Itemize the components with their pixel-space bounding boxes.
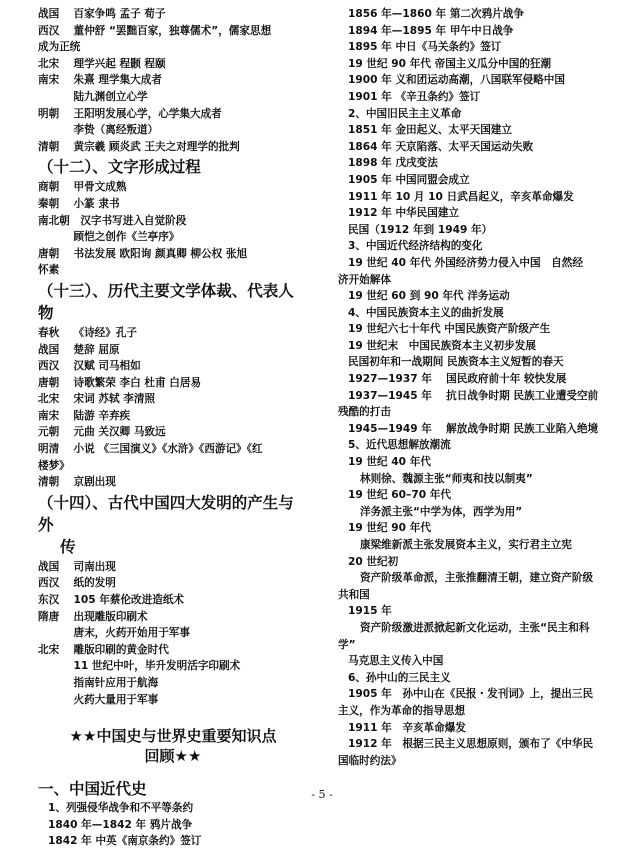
review-title-line: ★★中国史与世界史重要知识点 [69, 727, 277, 746]
text-line: 1842 年 中英《南京条约》签订 [48, 835, 202, 848]
text-line: 民国（1912 年到 1949 年） [348, 223, 493, 236]
text-line: 西汉 纸的发明 [38, 577, 116, 590]
text-line: 1911 年 10 月 10 日武昌起义，辛亥革命爆发 [348, 190, 574, 203]
text-line: 康梁维新派主张发展资本主义，实行君主立宪 [360, 539, 572, 551]
text-line: 南宋 朱熹 理学集大成者 [38, 74, 162, 87]
text-line: 1911 年 辛亥革命爆发 [348, 721, 466, 734]
text-line: 东汉 105 年蔡伦改进造纸术 [38, 594, 185, 607]
text-line: 1905 年 中国同盟会成立 [348, 173, 470, 186]
text-line: 唐朝 诗歌繁荣 李白 杜甫 白居易 [38, 376, 202, 389]
review-title-line: 回顾★★ [144, 747, 202, 766]
text-line: 19 世纪 40 年代 外国经济势力侵入中国 自然经 [348, 256, 583, 269]
text-line: 1840 年—1842 年 鸦片战争 [48, 818, 193, 831]
text-line: 19 世纪末 中国民族资本主义初步发展 [348, 339, 536, 352]
text-line: 学” [338, 638, 356, 651]
text-line: 北宋 雕版印刷的黄金时代 [38, 643, 169, 656]
text-line: 商朝 甲骨文成熟 [38, 181, 127, 194]
block-literature [38, 325, 308, 491]
text-line: 19 世纪 60 到 90 年代 洋务运动 [348, 290, 510, 303]
text-line: 资产阶级激进派掀起新文化运动，主张“民主和科 [360, 621, 590, 634]
text-line: 战国 司南出现 [38, 560, 116, 573]
text-line: 19 世纪 40 年代 [348, 456, 431, 469]
text-line: 1937—1945 年 抗日战争时期 民族工业遭受空前 [348, 389, 599, 402]
text-line: 怀素 [38, 264, 60, 277]
text-line: 南北朝 汉字书写进入自觉阶段 [38, 214, 187, 227]
page-number: - 5 - [311, 788, 333, 801]
block-inventions [38, 559, 308, 708]
text-line: 火药大量用于军事 [38, 693, 159, 706]
text-line: 5、近代思想解放潮流 [348, 439, 451, 452]
text-line: 北宋 宋词 苏轼 李清照 [38, 393, 156, 406]
text-line: 1927—1937 年 国民政府前十年 较快发展 [348, 373, 567, 386]
text-line: 共和国 [338, 588, 370, 601]
review-title [38, 726, 308, 766]
chapter-heading: 一、中国近代史 [38, 780, 147, 799]
text-line: 1864 年 天京陷落、太平天国运动失败 [348, 140, 534, 153]
text-line: 春秋 《诗经》孔子 [38, 326, 138, 339]
text-line: 1894 年—1895 年 甲午中日战争 [348, 24, 514, 37]
left-column [38, 6, 308, 850]
text-line: 林则徐、魏源主张“师夷和技以制夷” [360, 472, 533, 485]
text-line: 南宋 陆游 辛弃疾 [38, 409, 131, 422]
text-line: 1905 年 孙中山在《民报・发刊词》上，提出三民 [348, 688, 594, 701]
text-line: 北宋 理学兴起 程颢 程颐 [38, 57, 166, 70]
text-line: 西汉 汉赋 司马相如 [38, 360, 141, 373]
text-line: 19 世纪 90 年代 [348, 522, 431, 535]
block-writing [38, 179, 308, 279]
text-line: 11 世纪中叶，毕升发明活字印刷术 [38, 660, 241, 673]
text-line: 唐朝 书法发展 欧阳询 颜真卿 柳公权 张旭 [38, 247, 248, 260]
text-line: 1、列强侵华战争和不平等条约 [48, 802, 194, 815]
section-heading-14: （十四）、古代中国四大发明的产生与外 [38, 493, 294, 534]
text-line: 资产阶级革命派，主张推翻清王朝，建立资产阶级 [360, 572, 594, 585]
text-line: 1851 年 金田起义、太平天国建立 [348, 124, 512, 137]
text-line: 明清 小说 《三国演义》《水浒》《西游记》《红 [38, 443, 263, 456]
text-line: 陆九渊创立心学 [38, 90, 148, 103]
text-line: 19 世纪 90 年代 帝国主义瓜分中国的狂潮 [348, 57, 552, 70]
text-line: 主义，作为革命的指导思想 [338, 704, 466, 717]
text-line: 1895 年 中日《马关条约》签订 [348, 41, 502, 54]
text-line: 指南针应用于航海 [38, 677, 159, 689]
text-line: 6、孙中山的三民主义 [348, 671, 451, 684]
right-column [338, 6, 610, 769]
text-line: 楼梦》 [38, 459, 70, 472]
text-line: 2、中国旧民主主义革命 [348, 107, 462, 120]
text-line: 1912 年 根据三民主义思想原则，颁布了《中华民 [348, 738, 594, 751]
text-line: 清朝 黄宗羲 顾炎武 王夫之对理学的批判 [38, 140, 240, 153]
text-line: 明朝 王阳明发展心学，心学集大成者 [38, 107, 222, 120]
text-line: 19 世纪六七十年代 中国民族资产阶级产生 [348, 323, 551, 336]
block-modern-history [38, 800, 308, 850]
text-line: 3、中国近代经济结构的变化 [348, 240, 483, 253]
text-line: 元朝 元曲 关汉卿 马致远 [38, 426, 166, 439]
text-line: 1915 年 [348, 605, 392, 618]
text-line: 成为正统 [38, 41, 81, 54]
text-line: 19 世纪 60–70 年代 [348, 489, 451, 502]
text-line: 战国 百家争鸣 孟子 荀子 [38, 8, 166, 20]
block-thought [38, 6, 308, 155]
text-line: 济开始解体 [338, 273, 391, 286]
text-line: 4、中国民族资本主义的曲折发展 [348, 306, 504, 319]
text-line: 清朝 京剧出现 [38, 476, 116, 489]
text-line: 西汉 董仲舒 “罢黜百家，独尊儒术”，儒家思想 [38, 24, 272, 37]
text-line: 国临时约法》 [338, 754, 402, 767]
section-heading-14-cont: 传 [60, 537, 76, 556]
text-line: 1912 年 中华民国建立 [348, 207, 460, 220]
text-line: 马克思主义传入中国 [348, 655, 444, 668]
text-line: 民国初年和一战期间 民族资本主义短暂的春天 [348, 356, 564, 369]
text-line: 1945—1949 年 解放战争时期 民族工业陷入绝境 [348, 422, 599, 435]
section-heading-12: （十二）、文字形成过程 [38, 158, 201, 177]
text-line: 1898 年 戊戌变法 [348, 157, 438, 170]
text-line: 秦朝 小篆 隶书 [38, 197, 120, 210]
text-line: 李贽（离经叛道） [38, 124, 159, 137]
text-line: 1900 年 义和团运动高潮，八国联军侵略中国 [348, 74, 565, 87]
text-line: 战国 楚辞 屈原 [38, 343, 120, 356]
text-line: 唐末，火药开始用于军事 [38, 627, 190, 640]
text-line: 1856 年—1860 年 第二次鸦片战争 [348, 8, 524, 20]
text-line: 顾恺之创作《兰亭序》 [38, 231, 180, 244]
text-line: 1901 年 《辛丑条约》签订 [348, 90, 481, 103]
text-line: 隋唐 出现雕版印刷术 [38, 610, 148, 623]
text-line: 20 世纪初 [348, 555, 399, 568]
text-line: 洋务派主张“中学为体，西学为用” [360, 505, 523, 518]
text-line: 残酷的打击 [338, 406, 391, 419]
section-heading-13: （十三）、历代主要文学体裁、代表人物 [38, 281, 294, 322]
